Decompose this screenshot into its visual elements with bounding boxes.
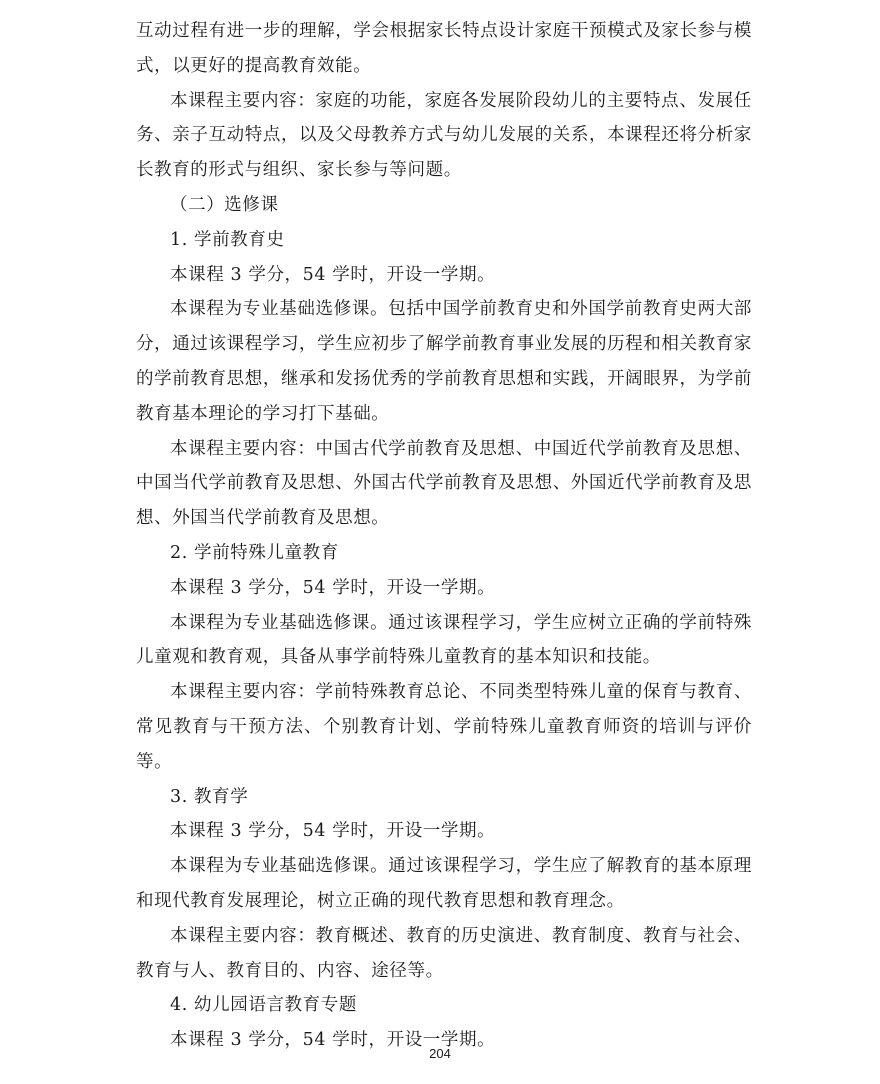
paragraph-course-content: 本课程主要内容：教育概述、教育的历史演进、教育制度、教育与社会、教育与人、教育目的、内容、途径等。 [136,925,752,981]
paragraph-course-content: 本课程主要内容：中国古代学前教育及思想、中国近代学前教育及思想、中国当代学前教育及思想、外国古代学前教育及思想、外国近代学前教育及思想、外国当代学前教育及思想。 [136,438,752,529]
course-heading-pedagogy: 3. 教育学 [170,786,249,807]
paragraph-credits: 本课程 3 学分，54 学时，开设一学期。 [170,264,496,285]
paragraph-course-description: 本课程为专业基础选修课。通过该课程学习，学生应树立正确的学前特殊儿童观和教育观，具备从事学前特殊儿童教育的基本知识和技能。 [136,612,752,668]
paragraph-course-content: 本课程主要内容：家庭的功能，家庭各发展阶段幼儿的主要特点、发展任务、亲子互动特点，以及父母教养方式与幼儿发展的关系，本课程还将分析家长教育的形式与组织、家长参与等问题。 [136,90,752,181]
course-heading-preschool-education-history: 1. 学前教育史 [170,229,285,250]
paragraph-credits: 本课程 3 学分，54 学时，开设一学期。 [170,577,496,598]
paragraph-course-content: 本课程主要内容：学前特殊教育总论、不同类型特殊儿童的保育与教育、常见教育与干预方法、个别教育计划、学前特殊儿童教育师资的培训与评价等。 [136,682,752,772]
section-heading-electives: （二）选修课 [170,194,279,215]
course-heading-special-children-education: 2. 学前特殊儿童教育 [170,542,339,563]
paragraph-course-description: 本课程为专业基础选修课。通过该课程学习，学生应了解教育的基本原理和现代教育发展理论，树立正确的现代教育思想和教育理念。 [136,856,752,911]
page-body [136,14,752,1058]
course-heading-kindergarten-language-education: 4. 幼儿园语言教育专题 [170,995,357,1016]
paragraph-credits: 本课程 3 学分，54 学时，开设一学期。 [170,821,496,842]
paragraph-course-description: 本课程为专业基础选修课。包括中国学前教育史和外国学前教育史两大部分，通过该课程学习，学生应初步了解学前教育事业发展的历程和相关教育家的学前教育思想，继承和发扬优秀的学前教育思想和实践，开阔眼界，为学前教育基本理论的学习打下基础。 [136,299,752,424]
page-number: 204 [429,1046,451,1061]
paragraph-credits: 本课程 3 学分，54 学时，开设一学期。 [170,1030,496,1051]
paragraph-continuation: 互动过程有进一步的理解，学会根据家长特点设计家庭干预模式及家长参与模式，以更好的提高教育效能。 [136,21,752,76]
